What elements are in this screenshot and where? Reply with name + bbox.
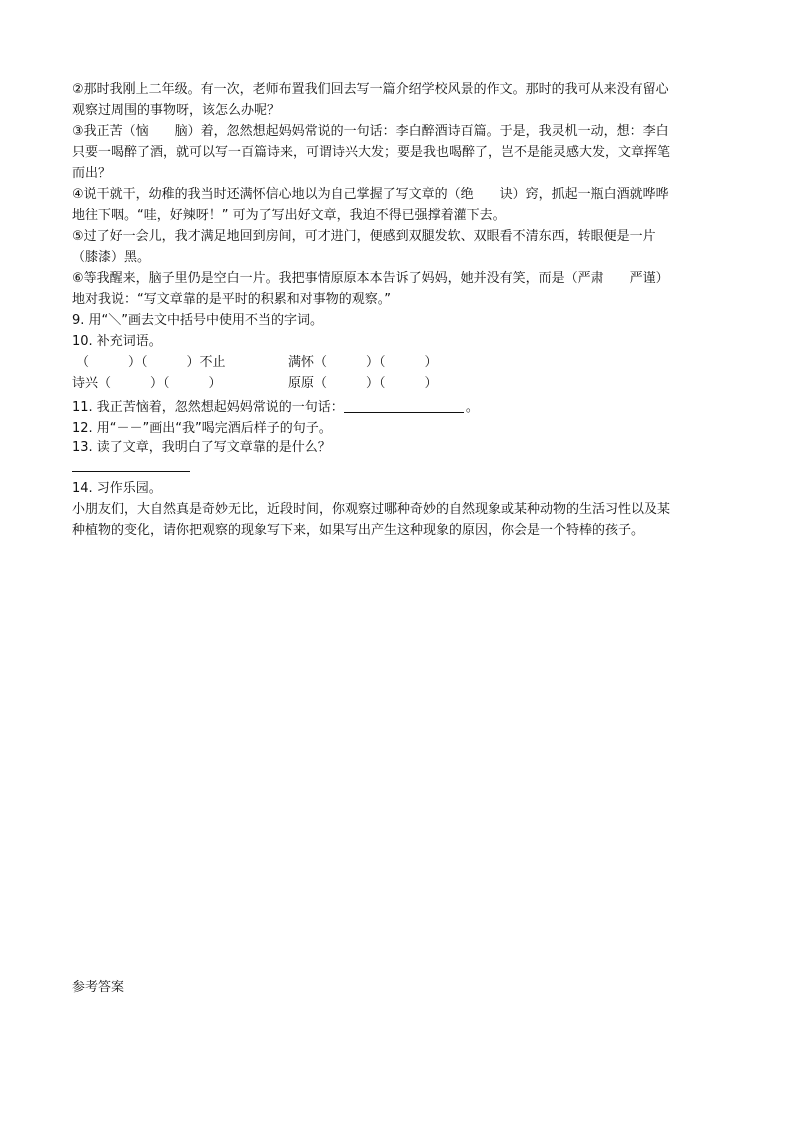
question-14: 14. 习作乐园。 bbox=[72, 481, 162, 496]
passage-p3-line2: 只要一喝醉了酒，就可以写一百篇诗来，可谓诗兴大发；要是我也喝醉了，岂不是能灵感大发，文章挥笔 bbox=[72, 145, 671, 160]
question-13-answer-line[interactable] bbox=[72, 471, 190, 472]
passage-p4-line2: 地往下咽。“哇，好辣呀！” 可为了写出好文章，我迫不得已强撑着灌下去。 bbox=[72, 208, 506, 223]
q10-row1-left: （ ）（ ）不止 bbox=[76, 355, 226, 370]
passage-p5-line1: ⑤过了好一会儿，我才满足地回到房间，可才进门，便感到双腿发软、双眼看不清东西，转眼便是一片 bbox=[72, 229, 656, 244]
q10-row2-right: 原原（ ）（ ） bbox=[288, 376, 438, 391]
question-9: 9. 用“＼”画去文中括号中使用不当的字词。 bbox=[72, 313, 324, 328]
question-14-line2: 种植物的变化，请你把观察的现象写下来，如果写出产生这种现象的原因，你会是一个特棒的孩子。 bbox=[72, 523, 645, 538]
question-13: 13. 读了文章，我明白了写文章靠的是什么？ bbox=[72, 440, 331, 455]
passage-p3-line1: ③我正苦（恼 脑）着，忽然想起妈妈常说的一句话：李白醉酒诗百篇。于是，我灵机一动，想：李白 bbox=[72, 124, 669, 139]
q10-row2-left: 诗兴（ ）（ ） bbox=[72, 376, 222, 391]
passage-p6-line1: ⑥等我醒来，脑子里仍是空白一片。我把事情原原本本告诉了妈妈，她并没有笑，而是（严肃 严谨） bbox=[72, 271, 669, 286]
passage-p5-line2: （膝漆）黑。 bbox=[72, 250, 151, 265]
question-12: 12. 用“－－”画出“我”喝完酒后样子的句子。 bbox=[72, 421, 332, 436]
question-10: 10. 补充词语。 bbox=[72, 334, 162, 349]
passage-p2-line2: 观察过周围的事物呀，该怎么办呢？ bbox=[72, 103, 281, 118]
passage-p2-line1: ②那时我刚上二年级。有一次，老师布置我们回去写一篇介绍学校风景的作文。那时的我可从来没有留心 bbox=[72, 82, 669, 97]
q10-row1-right: 满怀（ ）（ ） bbox=[288, 355, 438, 370]
question-11-text: 11. 我正苦恼着，忽然想起妈妈常说的一句话： bbox=[72, 400, 344, 415]
question-11-end: 。 bbox=[465, 400, 479, 415]
question-11 bbox=[72, 398, 479, 418]
question-14-line1: 小朋友们，大自然真是奇妙无比，近段时间，你观察过哪种奇妙的自然现象或某种动物的生活习性以及某 bbox=[72, 502, 671, 517]
passage-p4-line1: ④说干就干，幼稚的我当时还满怀信心地以为自己掌握了写文章的（绝 诀）窍，抓起一瓶白酒就哗哗 bbox=[72, 187, 669, 202]
passage-p6-line2: 地对我说：“写文章靠的是平时的积累和对事物的观察。” bbox=[72, 292, 391, 307]
answers-heading: 参考答案 bbox=[72, 980, 125, 995]
question-11-answer-blank[interactable] bbox=[344, 398, 464, 413]
passage-p3-line3: 而出？ bbox=[72, 166, 112, 181]
